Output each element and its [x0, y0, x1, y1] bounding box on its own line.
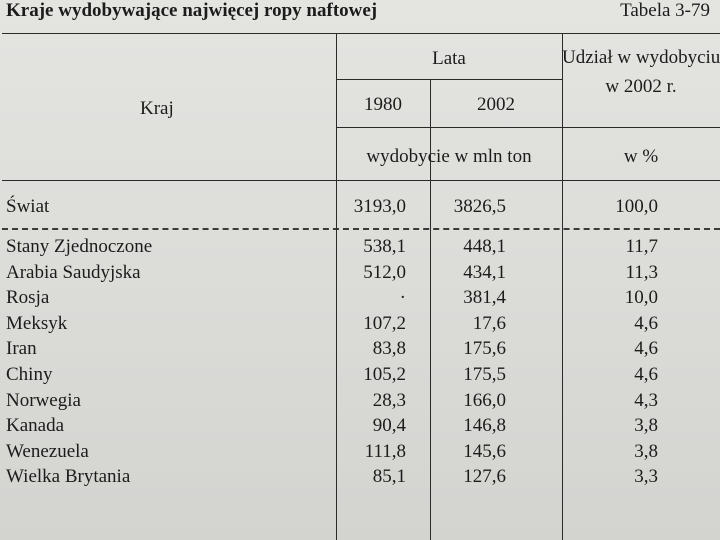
value-share: 10,0: [624, 287, 658, 309]
value-share: 4,6: [634, 364, 658, 385]
country-name: Wielka Brytania: [6, 466, 131, 488]
value-2002: 175,6: [463, 338, 506, 360]
country-name: Norwegia: [6, 389, 81, 411]
header-country: Kraj: [140, 98, 174, 119]
country-name: Chiny: [6, 364, 53, 385]
world-2002: 3826,5: [453, 196, 506, 217]
table-number: Tabela 3-79: [620, 0, 710, 21]
value-1980: 83,8: [372, 338, 406, 360]
header-share-line1: Udział w wydobyciu: [562, 47, 720, 68]
country-name: Arabia Saudyjska: [6, 261, 141, 283]
world-1980: 3193,0: [353, 196, 406, 217]
rule-top: [2, 33, 720, 34]
value-1980: ·: [399, 287, 406, 309]
value-1980: 105,2: [363, 364, 406, 385]
value-2002: 448,1: [463, 236, 506, 257]
value-share: 3,8: [634, 440, 658, 462]
country-name: Kanada: [6, 415, 65, 437]
country-name: Rosja: [6, 287, 50, 309]
value-1980: 111,8: [364, 440, 406, 462]
value-1980: 90,4: [372, 415, 406, 437]
rule-under-units: [2, 180, 720, 181]
value-2002: 166,0: [463, 389, 506, 411]
header-2002: 2002: [477, 94, 515, 115]
value-2002: 175,5: [463, 364, 506, 385]
world-share: 100,0: [615, 196, 658, 217]
country-name: Wenezuela: [6, 440, 89, 462]
value-2002: 434,1: [463, 261, 506, 283]
value-1980: 107,2: [363, 312, 406, 334]
header-1980: 1980: [364, 94, 402, 115]
country-name: Meksyk: [6, 312, 68, 334]
rule-under-world: [2, 228, 720, 230]
country-name: Stany Zjednoczone: [6, 236, 153, 257]
value-share: 4,6: [634, 312, 658, 334]
value-1980: 28,3: [372, 389, 406, 411]
value-share: 3,3: [634, 466, 658, 488]
value-2002: 127,6: [463, 466, 506, 488]
rule-under-lata: [336, 79, 562, 80]
value-2002: 17,6: [472, 312, 506, 334]
header-unit-share: w %: [623, 146, 659, 167]
world-label: Świat: [6, 196, 50, 217]
value-share: 11,3: [625, 261, 658, 283]
table-title: Kraje wydobywające najwięcej ropy naftowej: [6, 0, 378, 21]
header-share-line2: w 2002 r.: [605, 76, 677, 97]
value-2002: 145,6: [463, 440, 506, 462]
country-name: Iran: [6, 338, 37, 360]
value-2002: 381,4: [463, 287, 506, 309]
value-1980: 512,0: [363, 261, 406, 283]
value-share: 3,8: [634, 415, 658, 437]
value-share: 4,6: [634, 338, 658, 360]
value-share: 11,7: [625, 236, 658, 257]
value-1980: 538,1: [363, 236, 406, 257]
rule-under-years: [336, 127, 720, 128]
header-years: Lata: [432, 48, 466, 69]
value-1980: 85,1: [372, 466, 406, 488]
value-2002: 146,8: [463, 415, 506, 437]
value-share: 4,3: [634, 389, 658, 411]
header-unit-production: wydobycie w mln ton: [366, 146, 532, 167]
